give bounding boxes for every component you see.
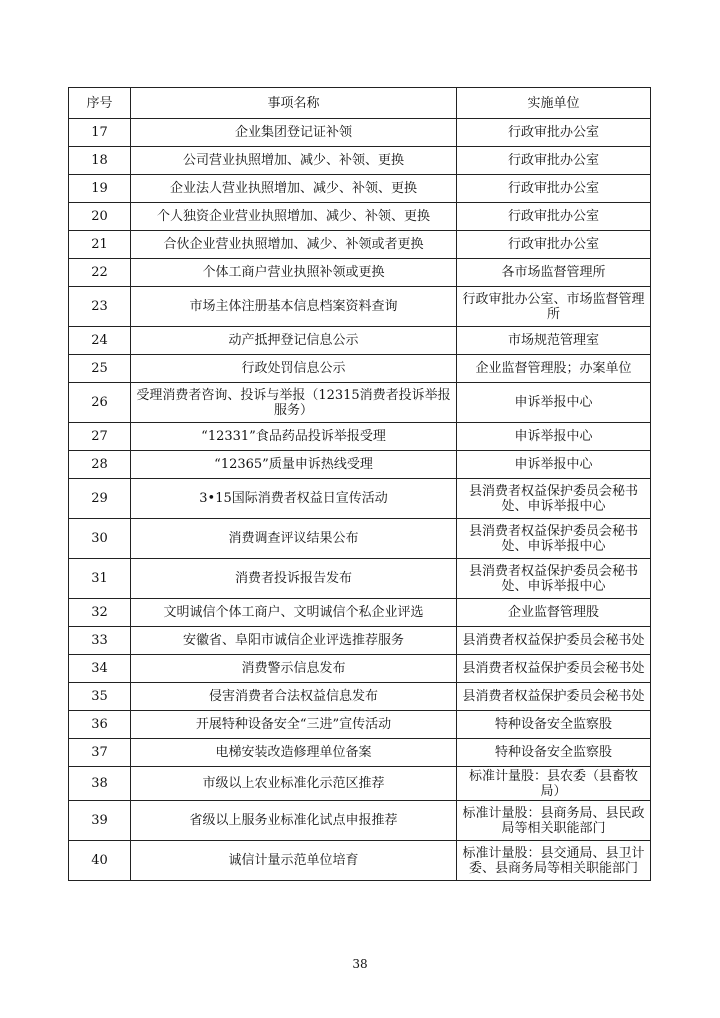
cell-implementing-unit: 行政审批办公室、市场监督管理所 bbox=[457, 287, 651, 327]
cell-item-name: 动产抵押登记信息公示 bbox=[131, 327, 457, 355]
cell-item-name: 合伙企业营业执照增加、减少、补领或者更换 bbox=[131, 231, 457, 259]
cell-implementing-unit: 申诉举报中心 bbox=[457, 383, 651, 423]
cell-implementing-unit: 申诉举报中心 bbox=[457, 451, 651, 479]
cell-item-name: 企业法人营业执照增加、减少、补领、更换 bbox=[131, 175, 457, 203]
cell-implementing-unit: 各市场监督管理所 bbox=[457, 259, 651, 287]
cell-implementing-unit: 行政审批办公室 bbox=[457, 175, 651, 203]
cell-serial-number: 36 bbox=[69, 711, 131, 739]
cell-implementing-unit: 行政审批办公室 bbox=[457, 203, 651, 231]
cell-item-name: 消费调查评议结果公布 bbox=[131, 519, 457, 559]
table-row bbox=[69, 711, 651, 739]
table-row bbox=[69, 231, 651, 259]
cell-implementing-unit: 行政审批办公室 bbox=[457, 231, 651, 259]
cell-item-name: 行政处罚信息公示 bbox=[131, 355, 457, 383]
cell-implementing-unit: 行政审批办公室 bbox=[457, 147, 651, 175]
table-row bbox=[69, 175, 651, 203]
cell-item-name: 侵害消费者合法权益信息发布 bbox=[131, 683, 457, 711]
cell-implementing-unit: 标准计量股：县交通局、县卫计委、县商务局等相关职能部门 bbox=[457, 841, 651, 881]
table-row bbox=[69, 519, 651, 559]
cell-serial-number: 38 bbox=[69, 767, 131, 801]
cell-serial-number: 22 bbox=[69, 259, 131, 287]
cell-item-name: 受理消费者咨询、投诉与举报（12315消费者投诉举报服务） bbox=[131, 383, 457, 423]
table-row bbox=[69, 423, 651, 451]
cell-serial-number: 35 bbox=[69, 683, 131, 711]
cell-serial-number: 26 bbox=[69, 383, 131, 423]
table-row bbox=[69, 683, 651, 711]
cell-implementing-unit: 企业监督管理股；办案单位 bbox=[457, 355, 651, 383]
cell-serial-number: 18 bbox=[69, 147, 131, 175]
cell-item-name: 消费警示信息发布 bbox=[131, 655, 457, 683]
table-header-row bbox=[69, 88, 651, 119]
header-item-name: 事项名称 bbox=[131, 88, 457, 119]
cell-item-name: 公司营业执照增加、减少、补领、更换 bbox=[131, 147, 457, 175]
cell-item-name: 个人独资企业营业执照增加、减少、补领、更换 bbox=[131, 203, 457, 231]
table-row bbox=[69, 801, 651, 841]
cell-item-name: “12331”食品药品投诉举报受理 bbox=[131, 423, 457, 451]
cell-serial-number: 21 bbox=[69, 231, 131, 259]
cell-implementing-unit: 特种设备安全监察股 bbox=[457, 739, 651, 767]
cell-item-name: 个体工商户营业执照补领或更换 bbox=[131, 259, 457, 287]
table-row bbox=[69, 259, 651, 287]
cell-serial-number: 28 bbox=[69, 451, 131, 479]
cell-implementing-unit: 县消费者权益保护委员会秘书处 bbox=[457, 683, 651, 711]
table-row bbox=[69, 627, 651, 655]
table-row bbox=[69, 451, 651, 479]
service-items-table bbox=[68, 87, 651, 881]
cell-serial-number: 33 bbox=[69, 627, 131, 655]
cell-item-name: 3•15国际消费者权益日宣传活动 bbox=[131, 479, 457, 519]
cell-implementing-unit: 县消费者权益保护委员会秘书处、申诉举报中心 bbox=[457, 479, 651, 519]
table-row bbox=[69, 287, 651, 327]
cell-serial-number: 23 bbox=[69, 287, 131, 327]
cell-serial-number: 29 bbox=[69, 479, 131, 519]
cell-serial-number: 24 bbox=[69, 327, 131, 355]
cell-implementing-unit: 市场规范管理室 bbox=[457, 327, 651, 355]
cell-serial-number: 27 bbox=[69, 423, 131, 451]
cell-item-name: 省级以上服务业标准化试点申报推荐 bbox=[131, 801, 457, 841]
cell-serial-number: 25 bbox=[69, 355, 131, 383]
table-row bbox=[69, 841, 651, 881]
table-row bbox=[69, 767, 651, 801]
cell-item-name: 市级以上农业标准化示范区推荐 bbox=[131, 767, 457, 801]
cell-item-name: 电梯安装改造修理单位备案 bbox=[131, 739, 457, 767]
table-row bbox=[69, 119, 651, 147]
table-row bbox=[69, 559, 651, 599]
cell-serial-number: 30 bbox=[69, 519, 131, 559]
cell-serial-number: 40 bbox=[69, 841, 131, 881]
cell-item-name: 文明诚信个体工商户、文明诚信个私企业评选 bbox=[131, 599, 457, 627]
cell-implementing-unit: 申诉举报中心 bbox=[457, 423, 651, 451]
cell-serial-number: 34 bbox=[69, 655, 131, 683]
table-row bbox=[69, 655, 651, 683]
cell-implementing-unit: 县消费者权益保护委员会秘书处 bbox=[457, 655, 651, 683]
cell-item-name: 企业集团登记证补领 bbox=[131, 119, 457, 147]
cell-serial-number: 20 bbox=[69, 203, 131, 231]
cell-implementing-unit: 特种设备安全监察股 bbox=[457, 711, 651, 739]
table-row bbox=[69, 739, 651, 767]
page-number: 38 bbox=[352, 957, 368, 971]
cell-implementing-unit: 企业监督管理股 bbox=[457, 599, 651, 627]
table-row bbox=[69, 355, 651, 383]
table-row bbox=[69, 479, 651, 519]
table-row bbox=[69, 203, 651, 231]
cell-implementing-unit: 标准计量股：县商务局、县民政局等相关职能部门 bbox=[457, 801, 651, 841]
header-serial-number: 序号 bbox=[69, 88, 131, 119]
table-row bbox=[69, 327, 651, 355]
cell-implementing-unit: 县消费者权益保护委员会秘书处、申诉举报中心 bbox=[457, 559, 651, 599]
cell-item-name: 开展特种设备安全“三进”宣传活动 bbox=[131, 711, 457, 739]
header-implementing-unit: 实施单位 bbox=[457, 88, 651, 119]
cell-serial-number: 32 bbox=[69, 599, 131, 627]
cell-item-name: 安徽省、阜阳市诚信企业评选推荐服务 bbox=[131, 627, 457, 655]
cell-implementing-unit: 县消费者权益保护委员会秘书处、申诉举报中心 bbox=[457, 519, 651, 559]
cell-item-name: 诚信计量示范单位培育 bbox=[131, 841, 457, 881]
table-body bbox=[69, 119, 651, 881]
cell-implementing-unit: 县消费者权益保护委员会秘书处 bbox=[457, 627, 651, 655]
table-row bbox=[69, 383, 651, 423]
cell-item-name: “12365”质量申诉热线受理 bbox=[131, 451, 457, 479]
cell-serial-number: 39 bbox=[69, 801, 131, 841]
cell-serial-number: 17 bbox=[69, 119, 131, 147]
cell-item-name: 市场主体注册基本信息档案资料查询 bbox=[131, 287, 457, 327]
cell-serial-number: 31 bbox=[69, 559, 131, 599]
cell-serial-number: 19 bbox=[69, 175, 131, 203]
table-row bbox=[69, 599, 651, 627]
cell-serial-number: 37 bbox=[69, 739, 131, 767]
table-row bbox=[69, 147, 651, 175]
cell-implementing-unit: 行政审批办公室 bbox=[457, 119, 651, 147]
cell-implementing-unit: 标准计量股：县农委（县畜牧局） bbox=[457, 767, 651, 801]
cell-item-name: 消费者投诉报告发布 bbox=[131, 559, 457, 599]
